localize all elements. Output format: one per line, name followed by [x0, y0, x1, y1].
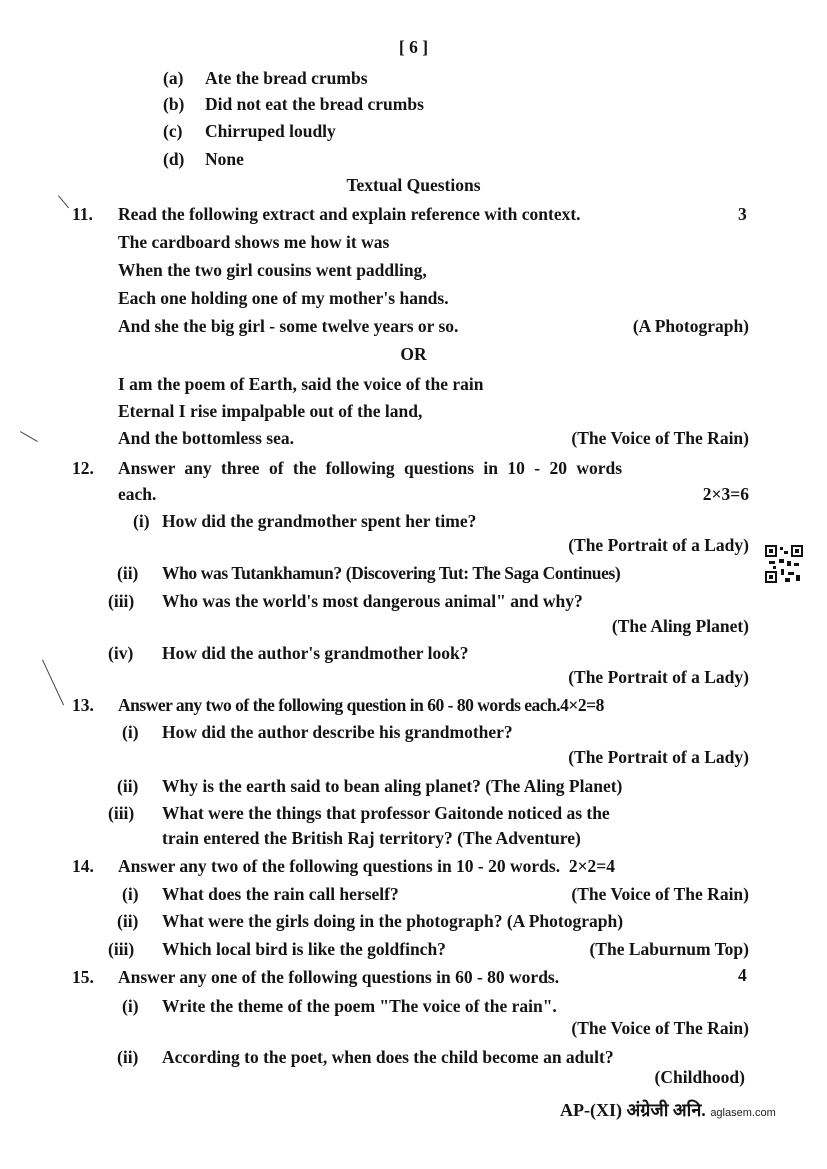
footer-code: AP-(XI) अंग्रेजी अनि.	[560, 1100, 706, 1120]
part-text: How did the grandmother spent her time?	[162, 511, 477, 531]
pen-mark	[20, 431, 38, 442]
part-label: (ii)	[117, 776, 139, 796]
part-text: Which local bird is like the goldfinch?	[162, 939, 446, 959]
pen-mark	[58, 195, 69, 208]
part-source: (The Voice of The Rain)	[571, 1018, 749, 1038]
part-label: (iii)	[108, 591, 135, 611]
part-source: (The Laburnum Top)	[589, 939, 749, 959]
question-number: 15.	[72, 967, 94, 987]
part-text: Why is the earth said to bean aling planet? (The Aling Planet)	[162, 776, 623, 796]
part-label: (ii)	[117, 911, 139, 931]
or-divider: OR	[400, 344, 427, 364]
question-number: 11.	[72, 204, 93, 224]
option-text: Ate the bread crumbs	[205, 68, 368, 88]
extract-line: And she the big girl - some twelve years or so.	[118, 316, 459, 336]
extract-line: Each one holding one of my mother's hands.	[118, 288, 449, 308]
extract-line: The cardboard shows me how it was	[118, 232, 390, 252]
extract-source: (A Photograph)	[632, 316, 749, 336]
part-source: (Childhood)	[654, 1067, 745, 1087]
part-text: What were the girls doing in the photograph? (A Photograph)	[162, 911, 624, 931]
extract-line: Eternal I rise impalpable out of the land,	[118, 401, 423, 421]
part-text: train entered the British Raj territory? (The Adventure)	[162, 828, 581, 848]
part-text: How did the author's grandmother look?	[162, 643, 469, 663]
question-text: Answer any two of the following question in 60 - 80 words each.4×2=8	[118, 695, 604, 715]
question-text: Read the following extract and explain reference with context.	[118, 204, 581, 224]
option-text: Chirruped loudly	[205, 121, 336, 141]
question-text: Answer any one of the following questions in 60 - 80 words.	[118, 967, 560, 987]
question-marks: 2×3=6	[702, 484, 749, 504]
question-text: Answer any three of the following questions in 10 - 20 words	[118, 458, 623, 478]
question-text: Answer any two of the following questions in 10 - 20 words. 2×2=4	[118, 856, 616, 876]
question-marks: 3	[738, 204, 747, 224]
option-text: Did not eat the bread crumbs	[205, 94, 424, 114]
watermark: aglasem.com	[710, 1107, 776, 1119]
part-label: (i)	[122, 884, 139, 904]
part-source: (The Voice of The Rain)	[571, 884, 749, 904]
option-label: (d)	[163, 149, 185, 169]
extract-line: And the bottomless sea.	[118, 428, 294, 448]
qr-code-icon	[765, 545, 803, 583]
part-label: (i)	[122, 996, 139, 1016]
part-text: According to the poet, when does the child become an adult?	[162, 1047, 614, 1067]
pen-mark	[42, 660, 64, 706]
extract-line: When the two girl cousins went paddling,	[118, 260, 427, 280]
part-text: Who was Tutankhamun? (Discovering Tut: The Saga Continues)	[162, 563, 621, 583]
option-label: (a)	[163, 68, 184, 88]
part-label: (iv)	[108, 643, 134, 663]
question-marks: 4	[738, 965, 747, 985]
part-source: (The Portrait of a Lady)	[568, 535, 749, 555]
part-text: Who was the world's most dangerous animal" and why?	[162, 591, 583, 611]
part-text: What does the rain call herself?	[162, 884, 399, 904]
part-text: What were the things that professor Gaitonde noticed as the	[162, 803, 610, 823]
part-source: (The Aling Planet)	[611, 616, 749, 636]
part-label: (ii)	[117, 1047, 139, 1067]
part-label: (iii)	[108, 939, 135, 959]
question-number: 13.	[72, 695, 94, 715]
option-label: (b)	[163, 94, 185, 114]
part-label: (i)	[122, 722, 139, 742]
extract-line: I am the poem of Earth, said the voice of the rain	[118, 374, 484, 394]
part-label: (iii)	[108, 803, 135, 823]
question-text: each.	[118, 484, 157, 504]
page-number: [ 6 ]	[398, 37, 429, 57]
extract-source: (The Voice of The Rain)	[571, 428, 749, 448]
part-label: (i)	[133, 511, 150, 531]
part-text: Write the theme of the poem "The voice of the rain".	[162, 996, 557, 1016]
question-number: 12.	[72, 458, 94, 478]
part-text: How did the author describe his grandmother?	[162, 722, 513, 742]
question-number: 14.	[72, 856, 94, 876]
option-label: (c)	[163, 121, 183, 141]
footer	[560, 1098, 776, 1122]
part-label: (ii)	[117, 563, 139, 583]
part-source: (The Portrait of a Lady)	[568, 747, 749, 767]
section-title: Textual Questions	[346, 175, 481, 195]
part-source: (The Portrait of a Lady)	[568, 667, 749, 687]
option-text: None	[205, 149, 244, 169]
